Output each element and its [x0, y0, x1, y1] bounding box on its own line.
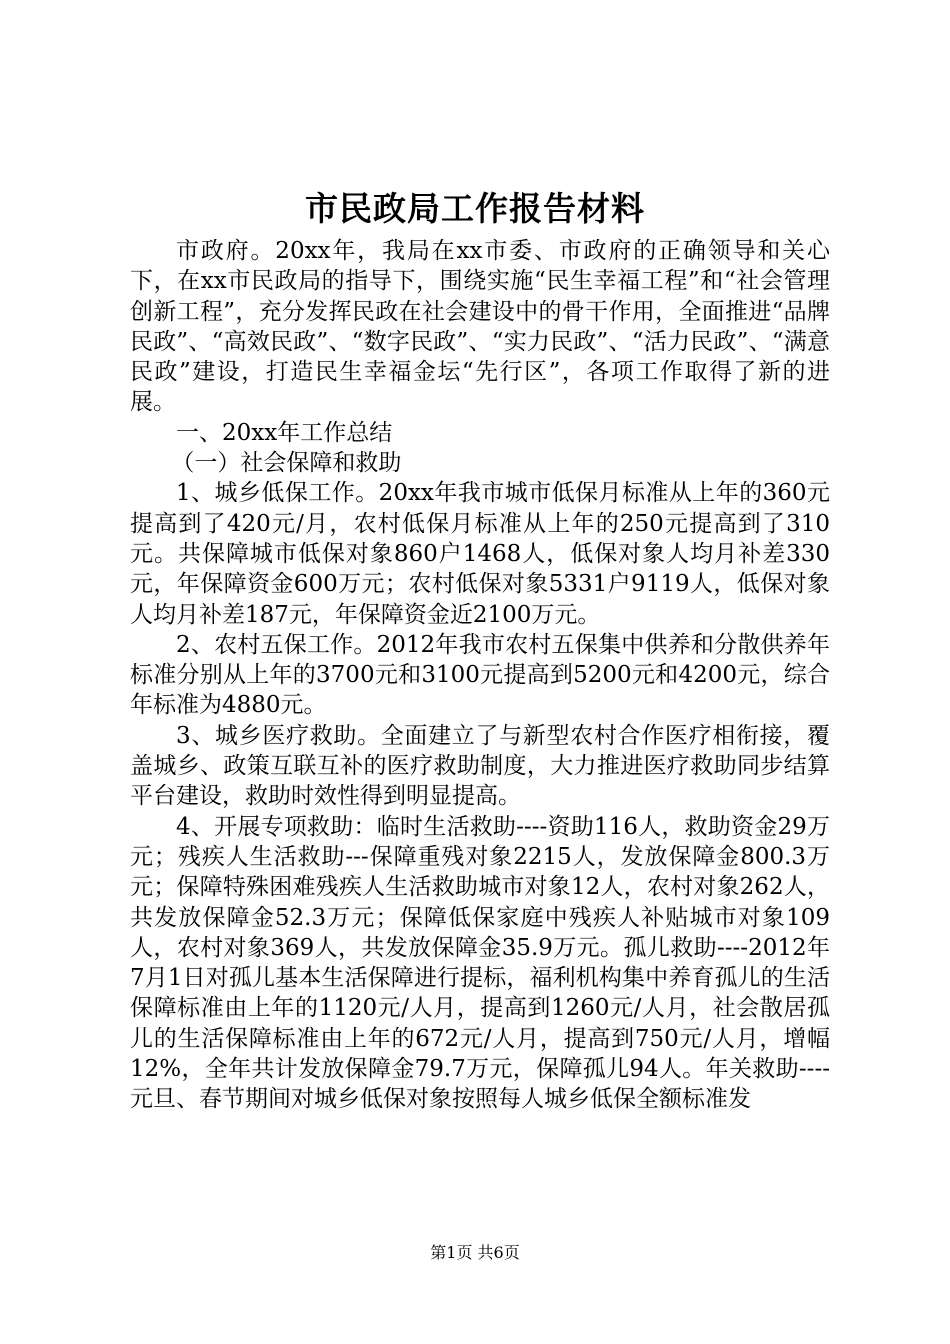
paragraph-special-assistance: 4、开展专项救助：临时生活救助----资助116人，救助资金29万元；残疾人生活救助---保障重残对象2215人，发放保障金800.3万元；保障特殊困难残疾人生活救助城市对象12人，农村对象262人，共发放保障金52.3万元；保障低保家庭中残疾人补贴城市对象109人，农村对象369人，共发放保障金35.9万元。孤儿救助----2012年7月1日对孤儿基本生活保障进行提标，福利机构集中养育孤儿的生活保障标准由上年的1120元/人月，提高到1260元/人月，社会散居孤儿的生活保障标准由上年的672元/人月，提高到750元/人月，增幅12%，全年共计发放保障金79.7万元，保障孤儿94人。年关救助----元旦、春节期间对城乡低保对象按照每人城乡低保全额标准发 [130, 813, 830, 1113]
subsection-heading: （一）社会保障和救助 [171, 450, 402, 477]
paragraph-medical-assistance: 3、城乡医疗救助。全面建立了与新型农村合作医疗相衔接，覆盖城乡、政策互联互补的医疗救助制度，大力推进医疗救助同步结算平台建设，救助时效性得到明显提高。 [130, 722, 830, 810]
page-footer: 第1页 共6页 [430, 1243, 520, 1262]
document-title: 市民政局工作报告材料 [305, 189, 645, 228]
intro-paragraph: 市政府。20xx年，我局在xx市委、市政府的正确领导和关心下，在xx市民政局的指导下，围绕实施“民生幸福工程”和“社会管理创新工程”，充分发挥民政在社会建设中的骨干作用，全面推进“品牌民政”、“高效民政”、“数字民政”、“实力民政”、“活力民政”、“满意民政”建设，打造民生幸福金坛“先行区”，各项工作取得了新的进展。 [130, 238, 830, 416]
document-body [130, 236, 830, 1115]
section-heading: 一、20xx年工作总结 [176, 419, 393, 446]
paragraph-low-income-security: 1、城乡低保工作。20xx年我市城市低保月标准从上年的360元提高到了420元/月，农村低保月标准从上年的250元提高到了310元。共保障城市低保对象860户1468人，低保对象人均月补差330元，年保障资金600万元；农村低保对象5331户9119人，低保对象人均月补差187元，年保障资金近2100万元。 [130, 480, 830, 628]
paragraph-rural-five-guarantees: 2、农村五保工作。2012年我市农村五保集中供养和分散供养年标准分别从上年的3700元和3100元提高到5200元和4200元，综合年标准为4880元。 [130, 631, 830, 719]
